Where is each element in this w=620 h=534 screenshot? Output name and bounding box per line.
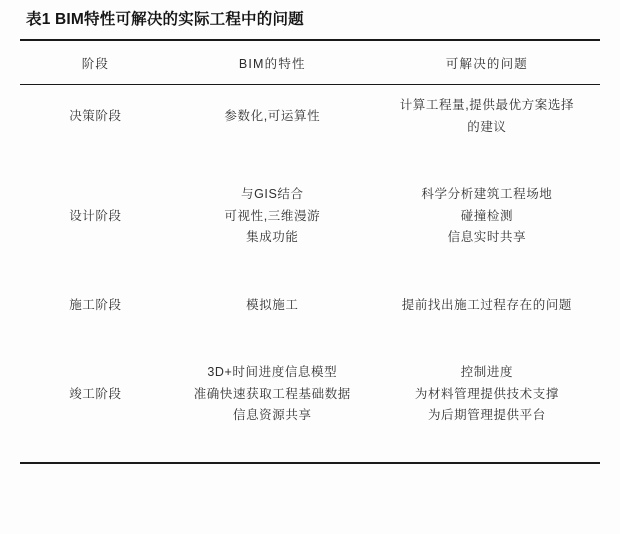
cell-problem <box>374 174 600 259</box>
spacer-cell <box>20 148 171 174</box>
cell-feature <box>171 174 374 259</box>
spacer-cell <box>374 148 600 174</box>
cell-stage <box>20 285 171 327</box>
cell-line: 设计阶段 <box>69 208 122 223</box>
spacer-cell <box>374 326 600 352</box>
table-header <box>20 40 600 85</box>
bottom-rule-cell <box>374 437 600 463</box>
table-row <box>20 285 600 327</box>
header-row <box>20 40 600 85</box>
cell-line: 竣工阶段 <box>69 386 122 401</box>
cell-line: 决策阶段 <box>69 108 122 123</box>
row-spacer <box>20 148 600 174</box>
cell-line: 准确快速获取工程基础数据 <box>193 386 351 401</box>
cell-line: 参数化,可运算性 <box>224 108 321 123</box>
cell-feature <box>171 352 374 437</box>
table-row <box>20 85 600 149</box>
bim-feature-table <box>20 39 600 464</box>
row-spacer <box>20 259 600 285</box>
table-body <box>20 85 600 463</box>
cell-stage <box>20 85 171 149</box>
cell-stage <box>20 174 171 259</box>
cell-feature <box>171 85 374 149</box>
cell-line: 模拟施工 <box>246 297 299 312</box>
cell-line: 的建议 <box>467 119 507 134</box>
cell-line: 科学分析建筑工程场地 <box>421 187 553 202</box>
cell-stage <box>20 352 171 437</box>
cell-line: 信息资源共享 <box>232 408 312 423</box>
cell-line: 提前找出施工过程存在的问题 <box>401 297 573 312</box>
cell-problem <box>374 352 600 437</box>
spacer-cell <box>20 326 171 352</box>
cell-line: 施工阶段 <box>69 297 122 312</box>
table-row <box>20 174 600 259</box>
cell-line: 3D+时间进度信息模型 <box>207 365 338 380</box>
cell-problem <box>374 285 600 327</box>
cell-problem <box>374 85 600 149</box>
spacer-cell <box>171 259 374 285</box>
cell-line: 可视性,三维漫游 <box>224 208 321 223</box>
cell-feature <box>171 285 374 327</box>
column-header-problem: 可解决的问题 <box>374 40 600 85</box>
spacer-cell <box>171 326 374 352</box>
bottom-rule-cell <box>20 437 171 463</box>
table-row <box>20 352 600 437</box>
spacer-cell <box>374 259 600 285</box>
table-caption: 表1 BIM特性可解决的实际工程中的问题 <box>26 11 304 28</box>
cell-line: 信息实时共享 <box>447 230 527 245</box>
cell-line: 碰撞检测 <box>460 208 514 223</box>
cell-line: 集成功能 <box>246 230 299 245</box>
cell-line: 计算工程量,提供最优方案选择 <box>399 98 575 113</box>
bottom-rule-cell <box>171 437 374 463</box>
cell-line: 控制进度 <box>460 365 514 380</box>
spacer-cell <box>171 148 374 174</box>
cell-line: 为后期管理提供平台 <box>427 408 546 423</box>
row-bottom-pad <box>20 437 600 463</box>
cell-line: 为材料管理提供技术支撑 <box>414 386 559 401</box>
spacer-cell <box>20 259 171 285</box>
column-header-feature: BIM的特性 <box>171 40 374 85</box>
column-header-stage: 阶段 <box>20 40 171 85</box>
cell-line: 与GIS结合 <box>240 187 304 202</box>
row-spacer <box>20 326 600 352</box>
